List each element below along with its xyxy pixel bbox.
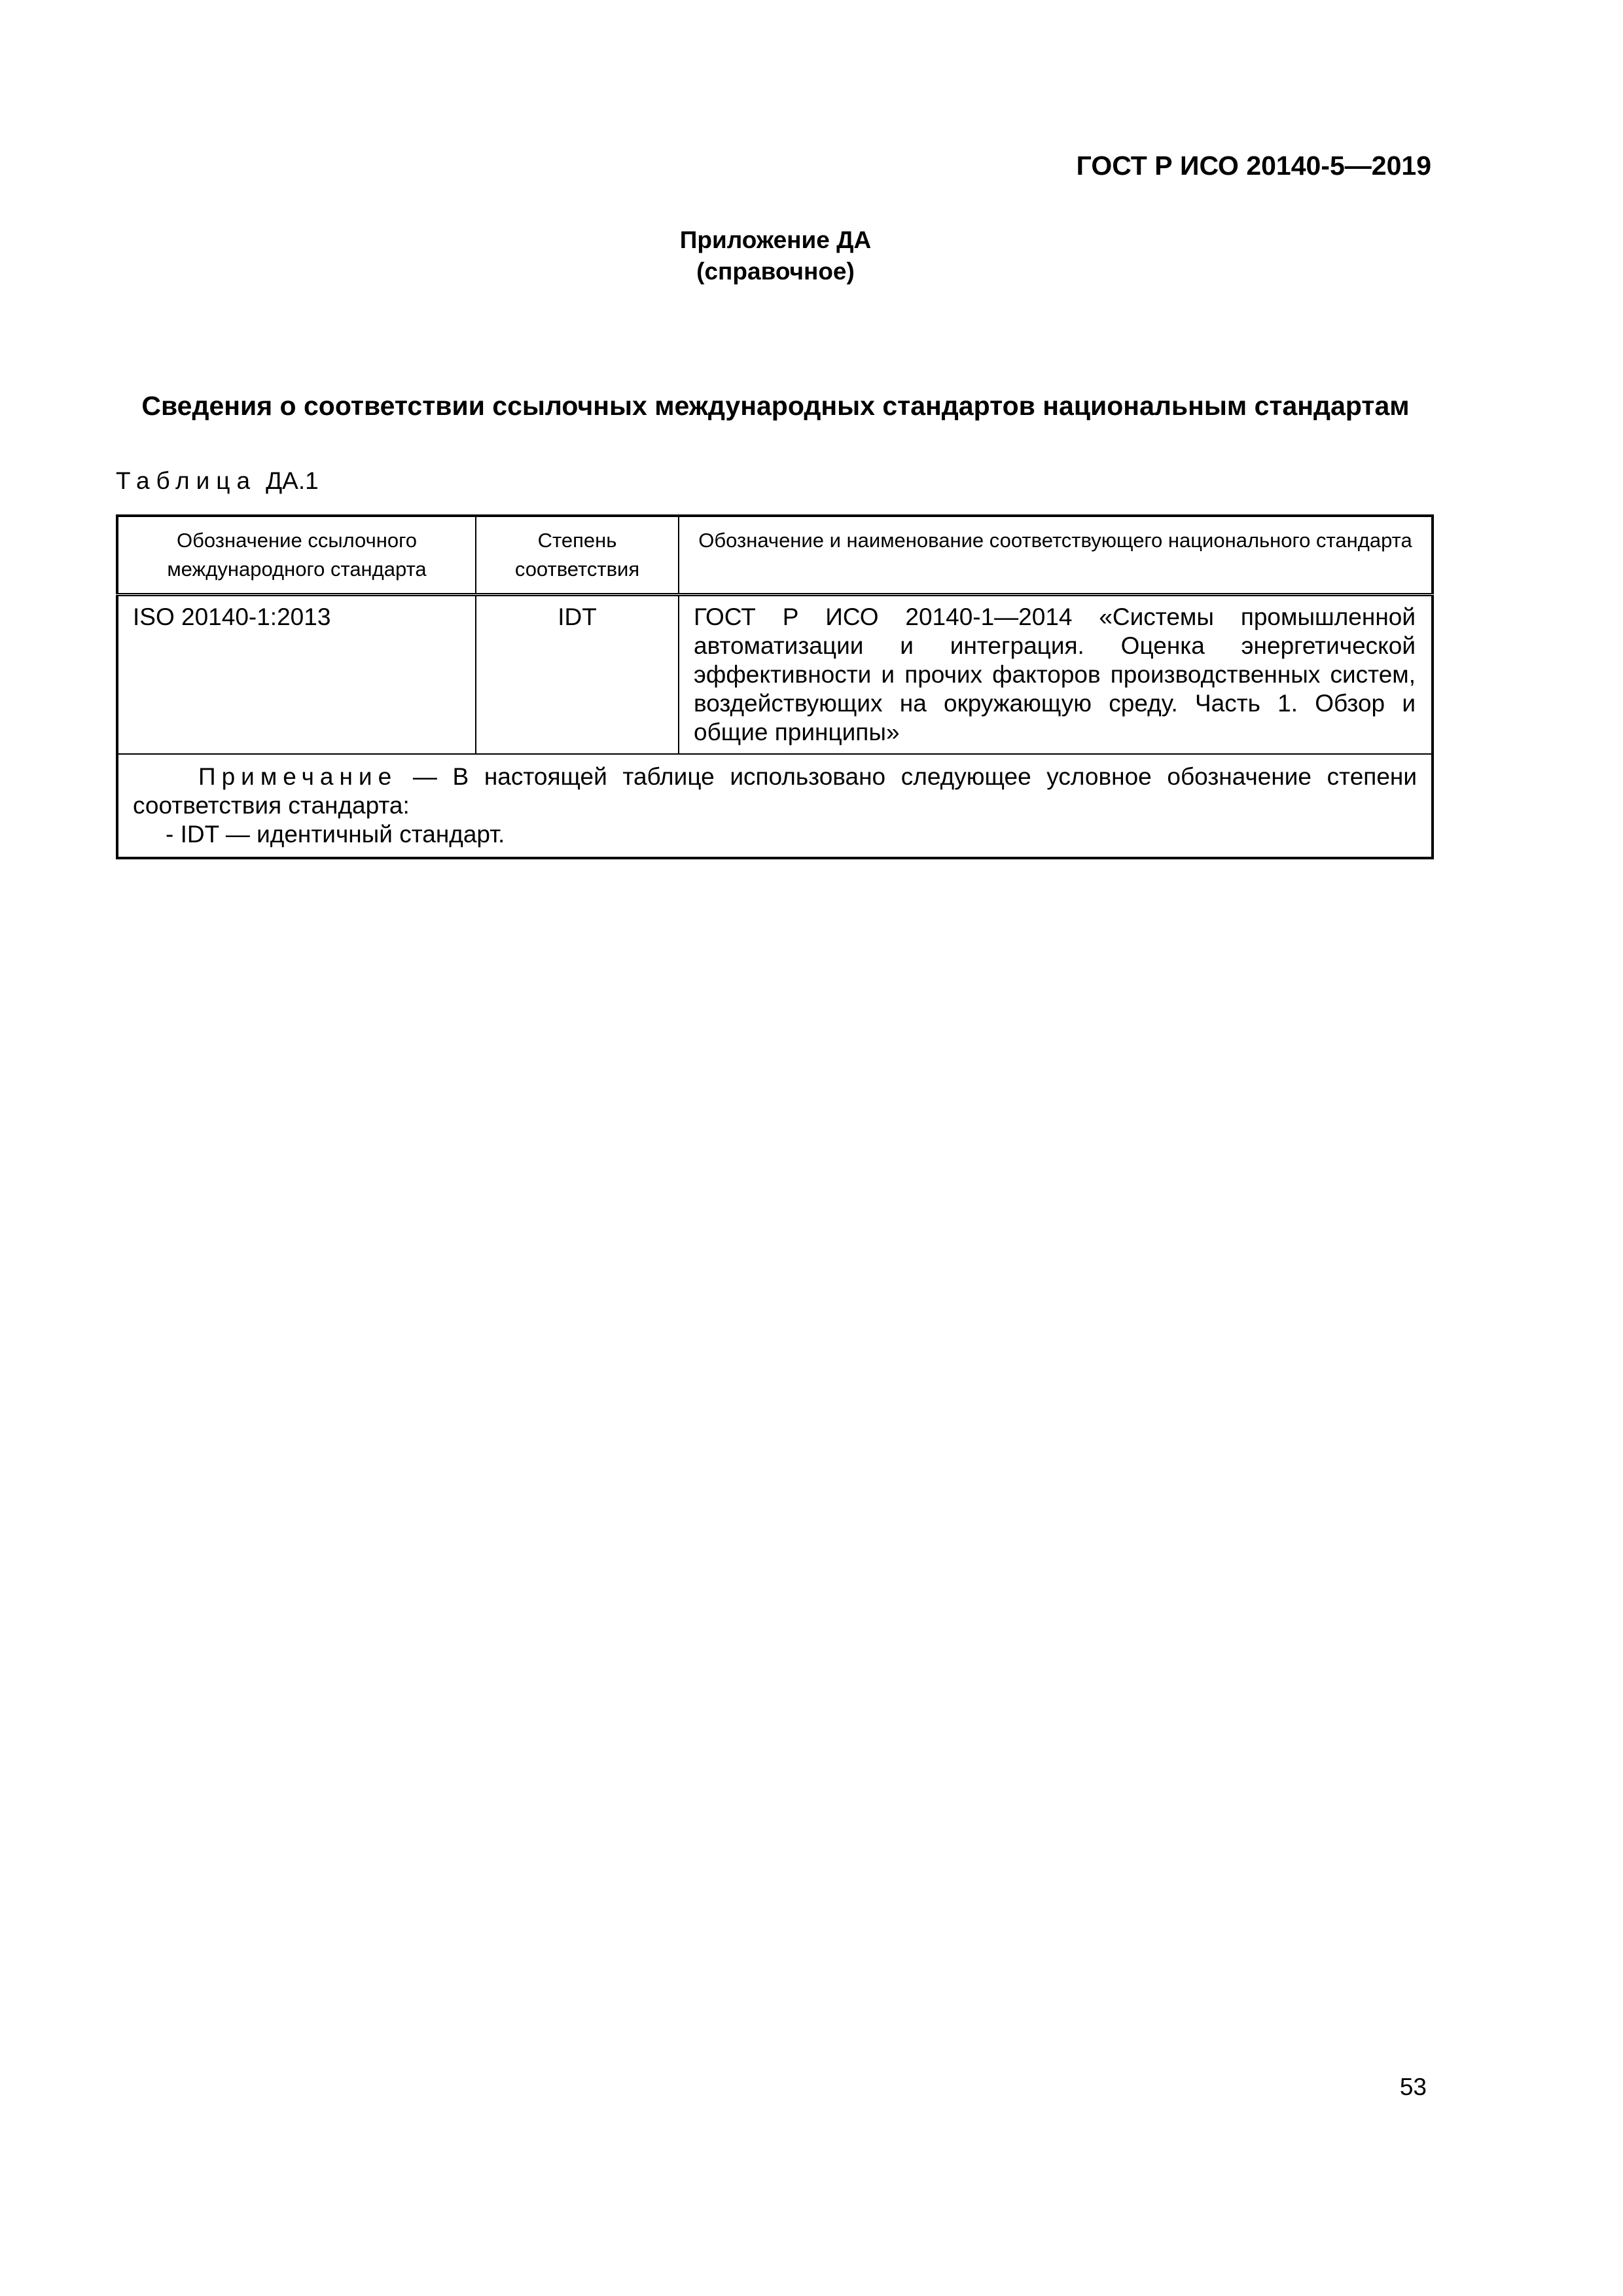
standards-correspondence-table — [116, 514, 1434, 859]
table-caption-number: ДА.1 — [266, 467, 319, 494]
table-caption-label: Таблица — [116, 467, 257, 494]
page-number: 53 — [1399, 2073, 1427, 2100]
column-header-intl-standard: Обозначение ссылочного международного стандарта — [117, 516, 476, 595]
appendix-kind: (справочное) — [696, 258, 855, 285]
note-label: Примечание — [198, 763, 398, 790]
table-caption — [116, 467, 319, 495]
section-title: Сведения о соответствии ссылочных международных стандартов национальным стандартам — [141, 391, 1410, 421]
column-header-national-standard: Обозначение и наименование соответствующего национального стандарта — [679, 516, 1433, 595]
appendix-title: Приложение ДА — [679, 226, 872, 253]
cell-national-standard: ГОСТ Р ИСО 20140-1—2014 «Системы промышленной автоматизации и интеграция. Оценка энергетической эффективности и прочих факторов производственных систем, воздействующих на окружающую среду. Часть 1. Обзор и общие принципы» — [679, 595, 1433, 755]
note-body: — В настоящей таблице использовано следующее условное обозначение степени соответствия стандарта: — [133, 763, 1417, 819]
appendix-heading — [0, 224, 1551, 287]
note-list-item: - IDT — идентичный стандарт. — [166, 821, 505, 848]
table-row — [117, 595, 1433, 755]
note-text — [133, 762, 1417, 820]
table-note — [117, 754, 1433, 858]
document-code: ГОСТ Р ИСО 20140-5—2019 — [1076, 151, 1431, 181]
column-header-degree: Степень соответствия — [476, 516, 679, 595]
table-note-row — [117, 754, 1433, 858]
cell-intl-standard: ISO 20140-1:2013 — [117, 595, 476, 755]
table-header-row — [117, 516, 1433, 595]
cell-degree: IDT — [476, 595, 679, 755]
